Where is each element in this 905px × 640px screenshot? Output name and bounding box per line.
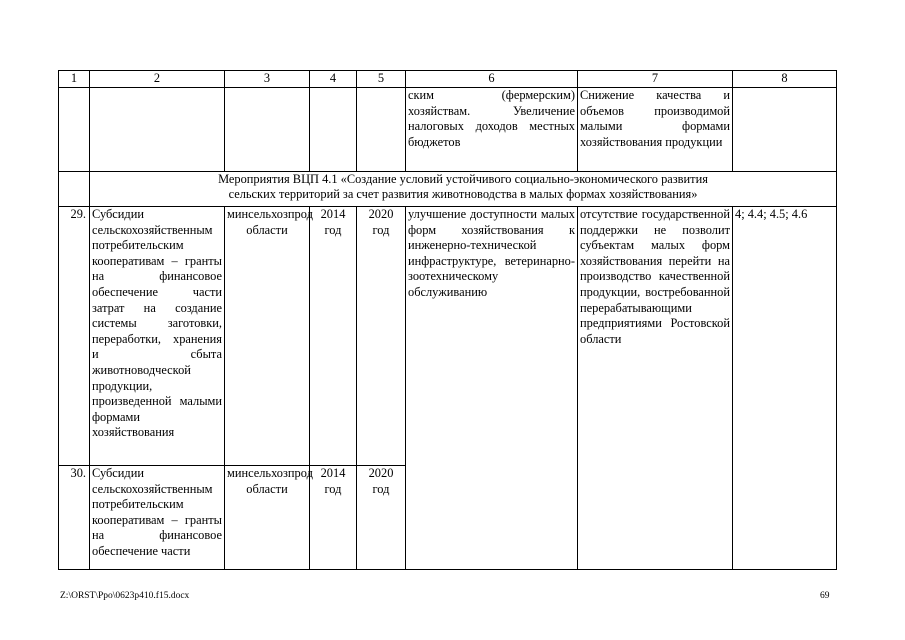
- measure-name: Субсидии сельскохозяйственным потребительским кооперативам – гранты на финансовое обеспечение части: [90, 466, 225, 570]
- executor: минсельхозпрод области: [225, 207, 310, 466]
- section-title: [90, 172, 837, 207]
- section-title-line1: Мероприятия ВЦП 4.1 «Создание условий устойчивого социально-экономического развития: [218, 172, 708, 186]
- table-row: [59, 207, 837, 466]
- page-number: 69: [820, 591, 830, 601]
- start-year: 2014 год: [310, 207, 357, 466]
- start-year: 2014 год: [310, 466, 357, 570]
- header-cell: 1: [59, 71, 90, 88]
- empty-cell: [357, 88, 406, 172]
- empty-cell: [59, 172, 90, 207]
- table-row-continuation: [59, 88, 837, 172]
- header-cell: 3: [225, 71, 310, 88]
- header-cell: 6: [406, 71, 578, 88]
- header-cell: 8: [733, 71, 837, 88]
- row-number: 29.: [59, 207, 90, 466]
- section-title-line2: сельских территорий за счет развития животноводства в малых формах хозяйствования»: [228, 187, 698, 201]
- executor: минсельхозпрод области: [225, 466, 310, 570]
- empty-cell: [90, 88, 225, 172]
- measures-table: [58, 70, 837, 570]
- consequence-cell: Снижение качества и объемов производимой малыми формами хозяйствования продукции: [578, 88, 733, 172]
- header-row: [59, 71, 837, 88]
- program-link: 4; 4.4; 4.5; 4.6: [733, 207, 837, 570]
- expected-result: улучшение доступности малых форм хозяйствования к инженерно-технической инфраструктуре, ветеринарно-зоотехническому обслуживанию: [406, 207, 578, 570]
- header-cell: 5: [357, 71, 406, 88]
- section-row: [59, 172, 837, 207]
- file-path: Z:\ORST\Ppo\0623p410.f15.docx: [60, 591, 190, 601]
- header-cell: 4: [310, 71, 357, 88]
- header-cell: 2: [90, 71, 225, 88]
- end-year: 2020 год: [357, 466, 406, 570]
- empty-cell: [310, 88, 357, 172]
- measure-name: Субсидии сельскохозяйственным потребительским кооперативам – гранты на финансовое обеспечение части затрат на создание системы заготовки, переработки, хранения и сбыта животноводческой продукции, произведенной малыми формами хозяйствования: [90, 207, 225, 466]
- header-cell: 7: [578, 71, 733, 88]
- result-cell: ским (фермерским) хозяйствам. Увеличение налоговых доходов местных бюджетов: [406, 88, 578, 172]
- empty-cell: [733, 88, 837, 172]
- end-year: 2020 год: [357, 207, 406, 466]
- empty-cell: [59, 88, 90, 172]
- consequence: отсутствие государственной поддержки не позволит субъектам малых форм хозяйствования перейти на производство качественной продукции, востребованной перерабатывающими предприятиями Ростовской области: [578, 207, 733, 570]
- empty-cell: [225, 88, 310, 172]
- row-number: 30.: [59, 466, 90, 570]
